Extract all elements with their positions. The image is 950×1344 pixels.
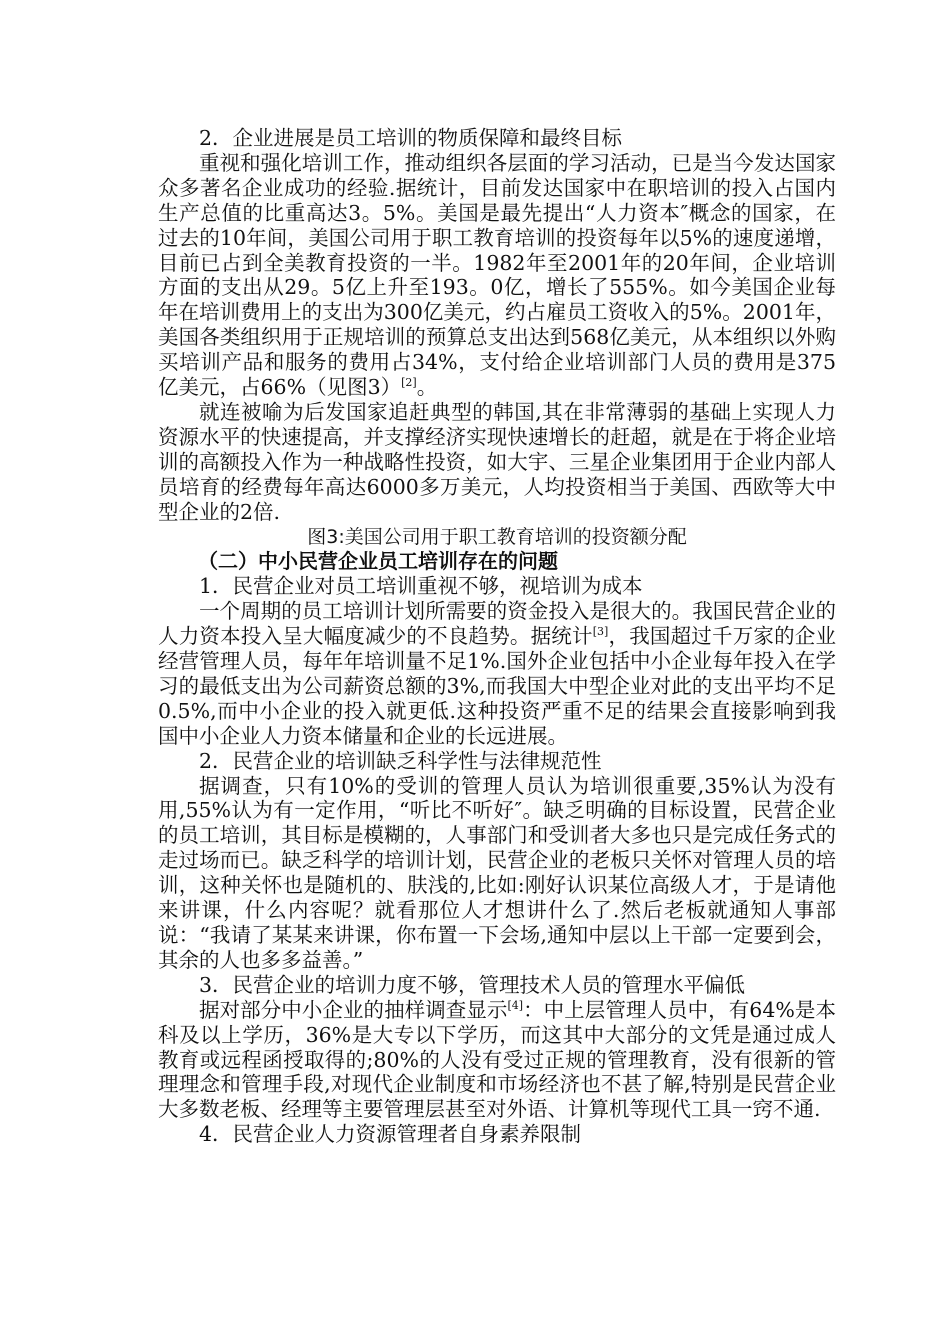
subheading-enterprise-development: 2．企业进展是员工培训的物质保障和最终目标 bbox=[199, 126, 623, 150]
paragraph-training-investment bbox=[158, 151, 836, 400]
paragraph-sample-survey-text-end: ：中上层管理人员中，有64%是本科及以上学历，36%是大专以下学历，而这其中大部分的文凭是通过成人教育或远程函授取得的;80%的人没有受过正规的管理教育，没有很新的管理理念和管理手段,对现代企业制度和市场经济也不甚了解,特别是民营企业大多数老板、经理等主要管理层甚至对外语、计算机等现代工具一窍不通. bbox=[158, 997, 836, 1122]
paragraph-sample-survey-text: 据对部分中小企业的抽样调查显示 bbox=[199, 997, 508, 1022]
paragraph-training-investment-text: 重视和强化培训工作，推动组织各层面的学习活动，已是当今发达国家众多著名企业成功的经验.据统计，目前发达国家中在职培训的投入占国内生产总值的比重高达3。5%。美国是最先提出“人力资本″概念的国家，在过去的10年间，美国公司用于职工教育培训的投资每年以5%的速度递增，目前已占到全美教育投资的一半。1982年至2001年的20年间，企业培训方面的支出从29。5亿上升至193。0亿，增长了555%。如今美国企业每年在培训费用上的支出为300亿美元，约占雇员工资收入的5%。2001年，美国各类组织用于正规培训的预算总支出达到568亿美元，从本组织以外购买培训产品和服务的费用占34%，支付给企业培训部门人员的费用是375亿美元，占66%（见图3） bbox=[158, 150, 836, 400]
paragraph-investment-shortage bbox=[158, 599, 836, 748]
figure-caption: 图3:美国公司用于职工教育培训的投资额分配 bbox=[307, 525, 687, 548]
subheading-training-as-cost: 1．民营企业对员工培训重视不够，视培训为成本 bbox=[199, 574, 643, 599]
citation-ref-4[interactable]: [4] bbox=[507, 998, 524, 1012]
paragraph-survey-training-attitude: 据调查，只有10%的受训的管理人员认为培训很重要,35%认为没有用,55%认为有一定作用，“听比不听好″。缺乏明确的目标设置，民营企业的员工培训，其目标是模糊的，人事部门和受训者大多也只是完成任务式的走过场而已。缺乏科学的培训计划，民营企业的老板只关怀对管理人员的培训，这种关怀也是随机的、肤浅的,比如:刚好认识某位高级人才，于是请他来讲课，什么内容呢？就看那位人才想讲什么了.然后老板就通知人事部说：“我请了某某来讲课，你布置一下会场,通知中层以上干部一定要到会，其余的人也多多益善。” bbox=[158, 773, 836, 972]
paragraph-sample-survey bbox=[158, 998, 836, 1123]
paragraph-investment-shortage-text: 一个周期的员工培训计划所需要的资金投入是很大的。我国民营企业的人力资本投入呈大幅度减少的不良趋势。据统计 bbox=[158, 599, 836, 649]
section-heading-problems: （二）中小民营企业员工培训存在的问题 bbox=[198, 549, 558, 574]
citation-ref-2[interactable]: [2] bbox=[401, 375, 417, 389]
paragraph-investment-shortage-text-end: ，我国超过千万家的企业经营管理人员，每年年培训量不足1%.国外企业包括中小企业每年投入在学习的最低支出为公司薪资总额的3%,而我国大中型企业对此的支出平均不足0.5%,而中小企业的投入就更低.这种投资严重不足的结果会直接影响到我国中小企业人力资本储量和企业的长远进展。 bbox=[158, 624, 836, 748]
subheading-lack-of-science: 2．民营企业的培训缺乏科学性与法律规范性 bbox=[199, 748, 602, 773]
paragraph-korea-example: 就连被喻为后发国家追赶典型的韩国,其在非常薄弱的基础上实现人力资源水平的快速提高，并支撑经济实现快速增长的赶超，就是在于将企业培训的高额投入作为一种战略性投资，如大宇、三星企业集团用于企业内部人员培育的经费每年高达6000多万美元，人均投资相当于美国、西欧等大中型企业的2倍. bbox=[158, 399, 836, 524]
subheading-insufficient-training: 3．民营企业的培训力度不够，管理技术人员的管理水平偏低 bbox=[199, 972, 746, 997]
document-body bbox=[158, 126, 836, 1147]
subheading-hr-manager-limits: 4．民营企业人力资源管理者自身素养限制 bbox=[199, 1122, 582, 1147]
citation-ref-3[interactable]: [3] bbox=[592, 624, 609, 638]
paragraph-training-investment-end: 。 bbox=[416, 375, 438, 400]
